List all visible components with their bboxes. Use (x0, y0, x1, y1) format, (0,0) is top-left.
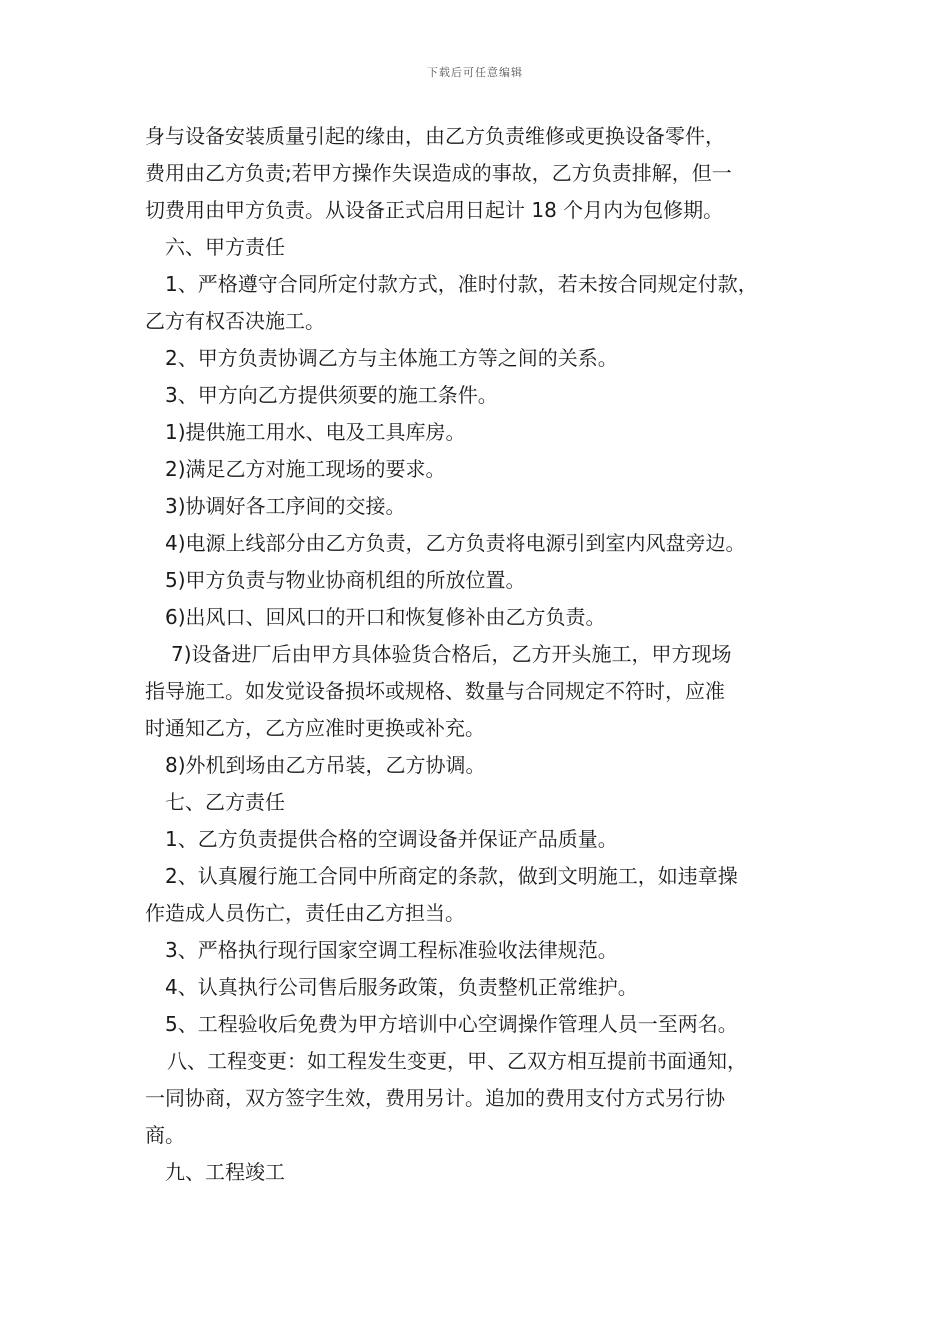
paragraph-line: 时通知乙方，乙方应准时更换或补充。 (145, 716, 485, 740)
paragraph-line: 一同协商，双方签字生效，费用另计。追加的费用支付方式另行协 (145, 1086, 725, 1110)
section-heading: 九、工程竣工 (165, 1160, 285, 1184)
list-item: 2)满足乙方对施工现场的要求。 (165, 457, 446, 481)
list-item: 3)协调好各工序间的交接。 (165, 494, 406, 518)
list-item: 6)出风口、回风口的开口和恢复修补由乙方负责。 (165, 605, 606, 629)
list-item: 8)外机到场由乙方吊装，乙方协调。 (165, 753, 486, 777)
paragraph-line: 切费用由甲方负责。从设备正式启用日起计 18 个月内为包修期。 (145, 198, 724, 222)
paragraph-line: 2、甲方负责协调乙方与主体施工方等之间的关系。 (165, 346, 618, 370)
paragraph-line: 乙方有权否决施工。 (145, 309, 325, 333)
list-item: 4)电源上线部分由乙方负责，乙方负责将电源引到室内风盘旁边。 (165, 531, 746, 555)
paragraph-line: 1、乙方负责提供合格的空调设备并保证产品质量。 (165, 827, 618, 851)
paragraph-line: 3、甲方向乙方提供须要的施工条件。 (165, 383, 498, 407)
section-heading: 八、工程变更：如工程发生变更，甲、乙双方相互提前书面通知， (167, 1049, 747, 1073)
document-body (145, 118, 815, 1191)
page-header: 下载后可任意编辑 (427, 66, 523, 79)
paragraph-line: 身与设备安装质量引起的缘由，由乙方负责维修或更换设备零件， (145, 124, 725, 148)
paragraph-line: 指导施工。如发觉设备损坏或规格、数量与合同规定不符时，应准 (145, 679, 725, 703)
paragraph-line: 作造成人员伤亡，责任由乙方担当。 (145, 901, 465, 925)
paragraph-line: 费用由乙方负责;若甲方操作失误造成的事故，乙方负责排解，但一 (145, 161, 732, 185)
list-item: 1)提供施工用水、电及工具库房。 (165, 420, 466, 444)
list-item: 5)甲方负责与物业协商机组的所放位置。 (165, 568, 526, 592)
paragraph-line: 1、严格遵守合同所定付款方式，准时付款，若未按合同规定付款， (165, 272, 758, 296)
paragraph-line: 5、工程验收后免费为甲方培训中心空调操作管理人员一至两名。 (165, 1012, 738, 1036)
section-heading: 六、甲方责任 (165, 235, 285, 259)
paragraph-line: 商。 (145, 1123, 185, 1147)
list-item: 7)设备进厂后由甲方具体验货合格后，乙方开头施工，甲方现场 (171, 642, 732, 666)
paragraph-line: 2、认真履行施工合同中所商定的条款，做到文明施工，如违章操 (165, 864, 738, 888)
paragraph-line: 3、严格执行现行国家空调工程标准验收法律规范。 (165, 938, 618, 962)
paragraph-line: 4、认真执行公司售后服务政策，负责整机正常维护。 (165, 975, 638, 999)
section-heading: 七、乙方责任 (165, 790, 285, 814)
